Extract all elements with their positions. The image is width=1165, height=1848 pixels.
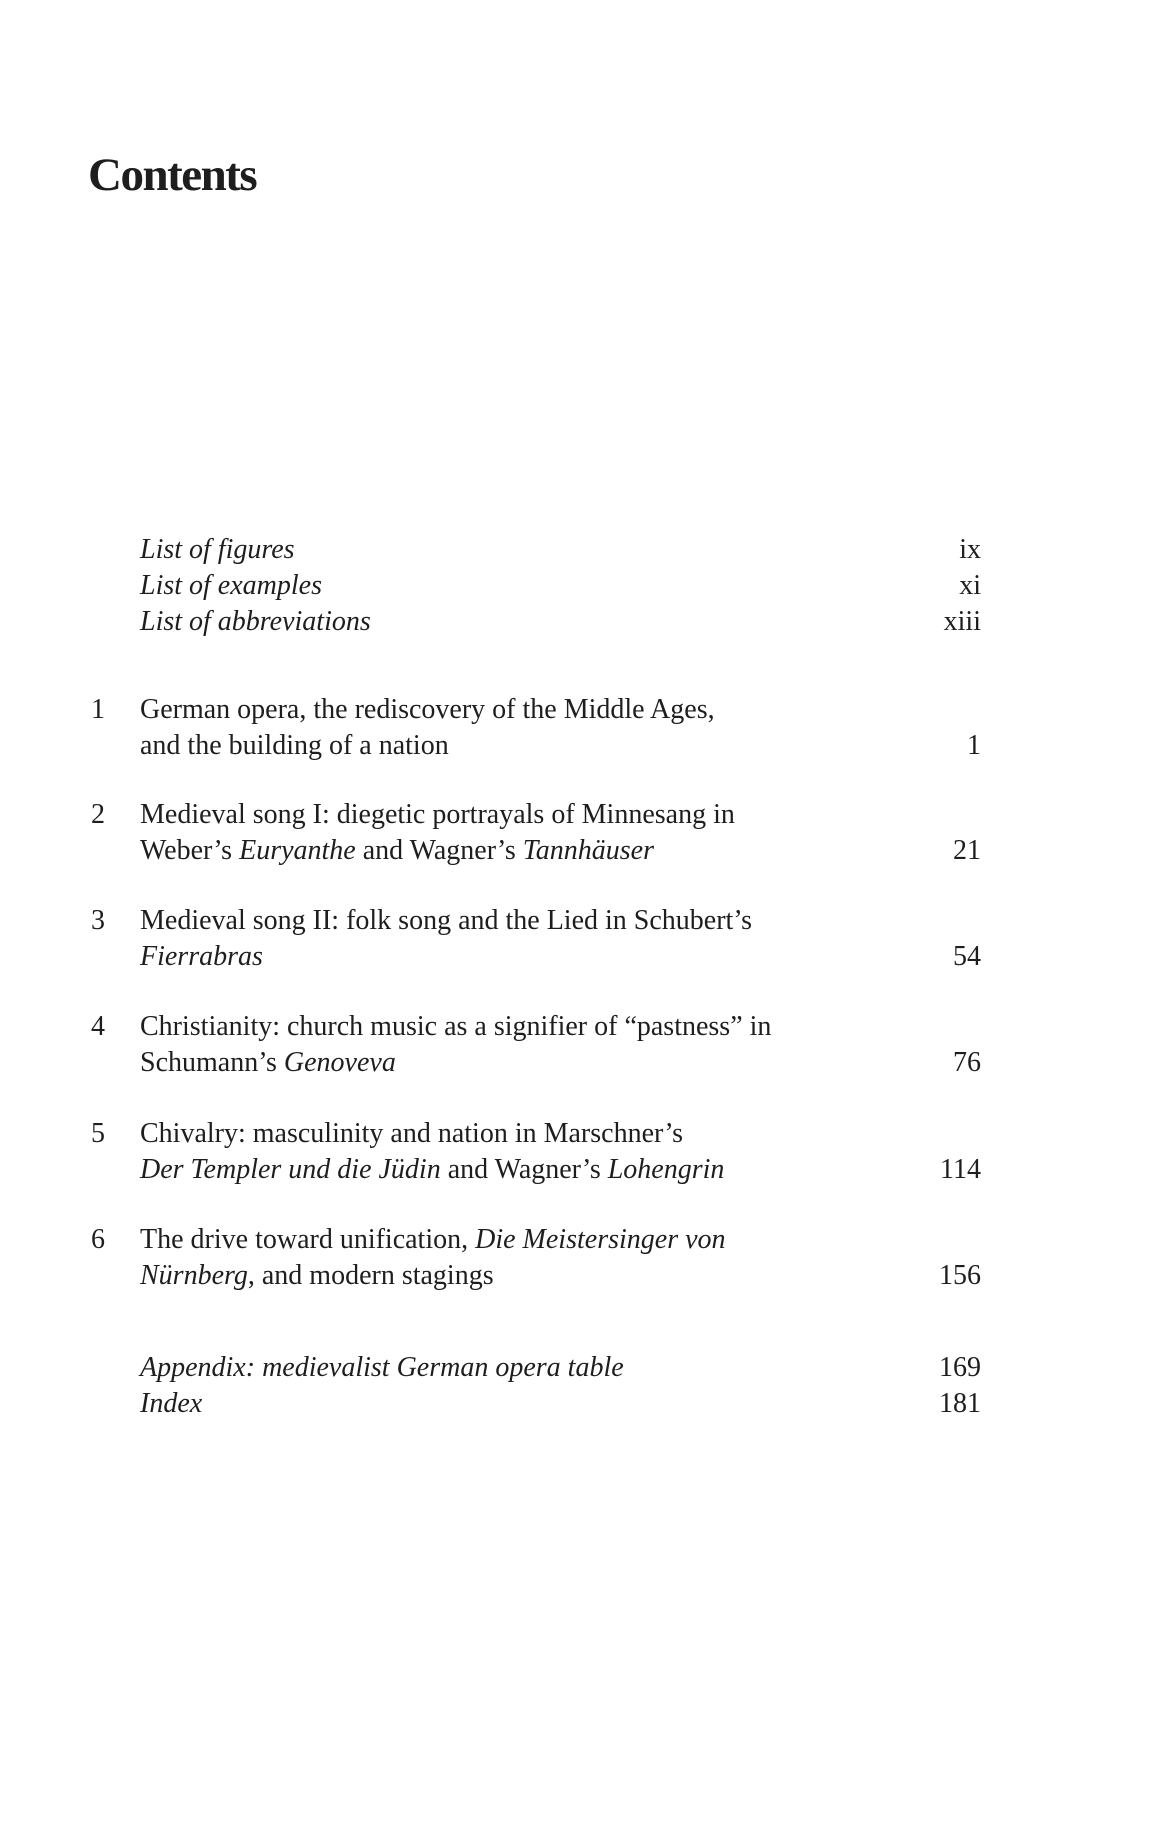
- chapter-page: 54: [953, 941, 981, 972]
- title-run: Euryanthe: [239, 835, 356, 866]
- title-run: Schumann’s: [140, 1047, 284, 1078]
- chapter-title: [140, 1009, 880, 1081]
- title-run: Weber’s: [140, 835, 240, 866]
- chapter-title-line-1: [140, 692, 880, 728]
- chapter-title-line-2: [140, 833, 880, 869]
- title-run: and Wagner’s: [440, 1154, 608, 1185]
- chapter-title: [140, 903, 880, 975]
- title-run: Lohengrin: [607, 1154, 725, 1185]
- title-run: Medieval song II: folk song and the Lied in Schubert’s: [140, 905, 752, 936]
- chapter-number: 2: [91, 799, 105, 830]
- title-run: Chivalry: masculinity and nation in Marschner’s: [140, 1118, 684, 1149]
- chapter-title-line-1: [140, 903, 880, 939]
- title-run: , and modern stagings: [247, 1260, 494, 1291]
- chapter-title-line-2: [140, 728, 880, 764]
- chapter-page: 156: [939, 1260, 981, 1291]
- toc-entry-page: xi: [959, 570, 981, 601]
- chapter-title-line-1: [140, 1222, 880, 1258]
- title-run: and the building of a nation: [140, 730, 449, 761]
- chapter-title-line-1: [140, 1116, 880, 1152]
- chapter-page: 1: [967, 730, 981, 761]
- chapter-title-line-1: [140, 797, 880, 833]
- chapter-page: 114: [940, 1154, 981, 1185]
- title-run: German opera, the rediscovery of the Middle Ages,: [140, 694, 715, 725]
- title-run: Nürnberg: [140, 1260, 248, 1291]
- title-run: Der Templer und die Jüdin: [140, 1154, 441, 1185]
- chapter-title: [140, 797, 880, 869]
- chapter-number: 3: [91, 905, 105, 936]
- title-run: Fierrabras: [140, 941, 263, 972]
- toc-entry-page: xiii: [943, 606, 981, 637]
- title-run: The drive toward unification,: [140, 1224, 476, 1255]
- chapter-title: [140, 692, 880, 764]
- chapter-page: 21: [953, 835, 981, 866]
- chapter-number: 4: [91, 1011, 105, 1042]
- chapter-number: 6: [91, 1224, 105, 1255]
- toc-entry-title: List of figures: [140, 534, 295, 565]
- toc-entry-title: List of abbreviations: [140, 606, 371, 637]
- page-title: Contents: [88, 149, 257, 201]
- toc-entry-title: Appendix: medievalist German opera table: [140, 1352, 624, 1383]
- chapter-title-line-2: [140, 939, 880, 975]
- title-run: Christianity: church music as a signifier of “pastness” in: [140, 1011, 772, 1042]
- toc-entry-title: Index: [140, 1388, 203, 1419]
- toc-entry-page: ix: [959, 534, 981, 565]
- chapter-page: 76: [953, 1047, 981, 1078]
- chapter-title-line-2: [140, 1258, 880, 1294]
- chapter-title-line-1: [140, 1009, 880, 1045]
- title-run: Die Meistersinger von: [475, 1224, 726, 1255]
- toc-entry-page: 169: [939, 1352, 981, 1383]
- title-run: Tannhäuser: [522, 835, 654, 866]
- title-run: Genoveva: [283, 1047, 396, 1078]
- chapter-number: 1: [91, 694, 105, 725]
- toc-entry-page: 181: [939, 1388, 981, 1419]
- chapter-number: 5: [91, 1118, 105, 1149]
- chapter-title: [140, 1116, 880, 1188]
- toc-entry-title: List of examples: [140, 570, 322, 601]
- chapter-title-line-2: [140, 1152, 880, 1188]
- chapter-title-line-2: [140, 1045, 880, 1081]
- chapter-title: [140, 1222, 880, 1294]
- title-run: and Wagner’s: [355, 835, 523, 866]
- title-run: Medieval song I: diegetic portrayals of Minnesang in: [140, 799, 735, 830]
